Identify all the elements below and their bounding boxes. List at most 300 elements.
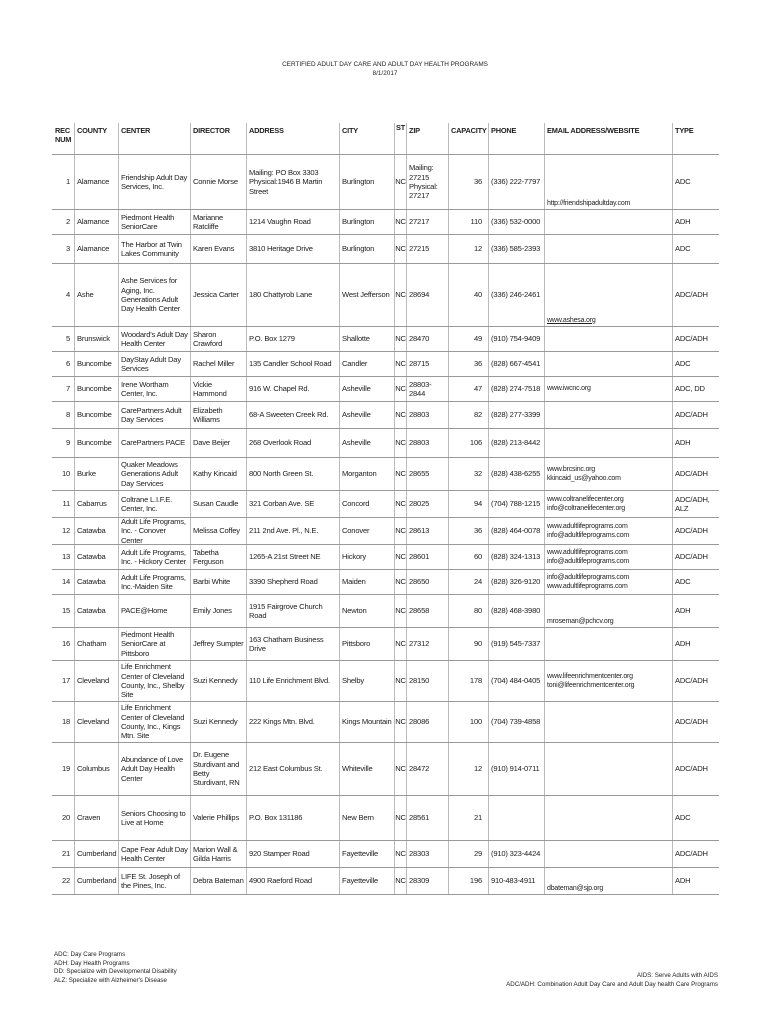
cell-director: [190, 210, 246, 234]
cell-director: [190, 155, 246, 209]
header-rec-num: REC NUM: [55, 126, 72, 145]
legend-item: ADC/ADH: Combination Adult Day Care and Adult Day health Care Programs: [506, 980, 718, 988]
cell-address: [246, 661, 339, 701]
cell-st: [394, 264, 406, 326]
cell-zip-text: 28613: [409, 526, 430, 536]
cell-type: [672, 491, 719, 517]
cell-type: [672, 402, 719, 428]
cell-director: [190, 868, 246, 894]
cell-center: [118, 491, 190, 517]
cell-rec: [52, 841, 74, 867]
cell-type-text: ADC: [675, 359, 691, 369]
cell-rec: [52, 595, 74, 627]
cell-county-text: Chatham: [77, 639, 107, 649]
cell-director-text: Barbi White: [193, 577, 231, 587]
cell-center: [118, 702, 190, 742]
cell-phone: [488, 595, 544, 627]
header-director: DIRECTOR: [190, 123, 246, 154]
cell-county-text: Buncombe: [77, 359, 112, 369]
cell-email: [544, 570, 672, 594]
cell-director: [190, 545, 246, 569]
cell-st-text: NC: [395, 717, 406, 727]
cell-city: [339, 743, 394, 795]
cell-capacity: [448, 743, 488, 795]
cell-address: [246, 743, 339, 795]
cell-st: [394, 796, 406, 840]
cell-city-text: Whiteville: [342, 764, 373, 774]
cell-zip-text: 28025: [409, 499, 430, 509]
cell-email: [544, 841, 672, 867]
cell-address: [246, 491, 339, 517]
cell-county-text: Burke: [77, 469, 96, 479]
cell-center-text: The Harbor at Twin Lakes Community: [121, 239, 182, 258]
cell-phone-text: (828) 213-8442: [491, 438, 541, 448]
cell-capacity: [448, 458, 488, 490]
cell-capacity: [448, 570, 488, 594]
cell-phone-text: (910) 323-4424: [491, 849, 541, 859]
cell-rec: [52, 327, 74, 351]
cell-city: [339, 841, 394, 867]
cell-type: [672, 327, 719, 351]
cell-rec: [52, 155, 74, 209]
cell-type-text: ADC/ADH: [675, 526, 708, 536]
cell-phone: [488, 868, 544, 894]
cell-center-text: Adult Life Programs, Inc.-Maiden Site: [121, 572, 186, 591]
cell-email: [544, 661, 672, 701]
cell-city: [339, 377, 394, 401]
cell-city: [339, 796, 394, 840]
cell-city-text: Asheville: [342, 410, 371, 420]
cell-rec: [52, 377, 74, 401]
cell-city-text: Shallotte: [342, 334, 370, 344]
cell-address-text: 1214 Vaughn Road: [249, 217, 311, 227]
cell-center: [118, 210, 190, 234]
cell-address-text: Mailing: PO Box 3303 Physical:1946 B Martin Street: [249, 168, 323, 196]
table-row: [52, 545, 719, 570]
cell-st-text: NC: [395, 606, 406, 616]
cell-director: [190, 458, 246, 490]
header-type: TYPE: [672, 123, 719, 154]
cell-phone: [488, 628, 544, 660]
cell-rec: [52, 545, 74, 569]
cell-county-text: Brunswick: [77, 334, 110, 344]
cell-phone-text: (336) 585-2393: [491, 244, 541, 254]
cell-st-text: NC: [395, 499, 406, 509]
cell-capacity-text: 47: [473, 384, 482, 394]
cell-email[interactable]: [544, 264, 672, 326]
cell-center-text: Irene Wortham Center, Inc.: [121, 379, 169, 398]
cell-email-text: www.lifeenrichmentcenter.org toni@lifeenrichmentcenter.org: [547, 672, 635, 689]
cell-st: [394, 402, 406, 428]
legend-item: DD: Specialize with Developmental Disability: [54, 968, 177, 976]
cell-zip-text: 28561: [409, 813, 430, 823]
cell-phone-text: (828) 464-0078: [491, 526, 541, 536]
cell-email: [544, 702, 672, 742]
cell-county: [74, 628, 118, 660]
cell-phone: [488, 458, 544, 490]
cell-phone: [488, 352, 544, 376]
cell-capacity-text: 82: [473, 410, 482, 420]
cell-rec: [52, 458, 74, 490]
cell-rec-text: 21: [61, 849, 70, 859]
cell-address: [246, 841, 339, 867]
table-header: [52, 123, 719, 155]
cell-phone-text: (704) 788-1215: [491, 499, 541, 509]
cell-director-text: Karen Evans: [193, 244, 235, 254]
document-title-block: [0, 60, 770, 78]
cell-capacity-text: 29: [473, 849, 482, 859]
cell-center: [118, 327, 190, 351]
cell-center: [118, 402, 190, 428]
cell-email: [544, 327, 672, 351]
cell-st: [394, 628, 406, 660]
cell-zip: [406, 210, 448, 234]
cell-city-text: Concord: [342, 499, 370, 509]
cell-rec-text: 12: [61, 526, 70, 536]
cell-center: [118, 661, 190, 701]
cell-city: [339, 210, 394, 234]
header-email: EMAIL ADDRESS/WEBSITE: [544, 123, 672, 154]
cell-city: [339, 595, 394, 627]
cell-type-text: ADC: [675, 813, 691, 823]
cell-capacity: [448, 429, 488, 457]
cell-center: [118, 570, 190, 594]
cell-capacity: [448, 377, 488, 401]
cell-zip: [406, 402, 448, 428]
cell-email: [544, 352, 672, 376]
cell-address: [246, 402, 339, 428]
cell-county: [74, 429, 118, 457]
cell-director-text: Marion Wall & Gilda Harris: [193, 844, 238, 863]
table-row: [52, 743, 719, 796]
cell-city-text: Hickory: [342, 552, 366, 562]
cell-rec-text: 15: [61, 606, 70, 616]
cell-capacity: [448, 661, 488, 701]
table-row: [52, 352, 719, 377]
cell-rec: [52, 570, 74, 594]
cell-address: [246, 628, 339, 660]
cell-zip: [406, 796, 448, 840]
cell-director: [190, 327, 246, 351]
cell-phone-text: (336) 222-7797: [491, 177, 541, 187]
cell-capacity: [448, 518, 488, 544]
cell-address-text: 916 W. Chapel Rd.: [249, 384, 310, 394]
cell-phone: [488, 743, 544, 795]
cell-type-text: ADC/ADH: [675, 849, 708, 859]
cell-center: [118, 264, 190, 326]
header-city: CITY: [339, 123, 394, 154]
cell-email-text: mroseman@pchcv.org: [547, 617, 614, 625]
cell-capacity: [448, 491, 488, 517]
cell-city-text: Morganton: [342, 469, 377, 479]
cell-email: [544, 235, 672, 263]
cell-county-text: Catawba: [77, 552, 106, 562]
cell-city: [339, 155, 394, 209]
cell-city-text: Burlington: [342, 244, 375, 254]
cell-address: [246, 518, 339, 544]
cell-zip: [406, 458, 448, 490]
cell-st: [394, 429, 406, 457]
cell-zip-text: Mailing: 27215 Physical: 27217: [409, 163, 438, 201]
cell-city: [339, 235, 394, 263]
cell-rec-text: 2: [65, 217, 70, 227]
cell-county-text: Buncombe: [77, 384, 112, 394]
cell-st: [394, 702, 406, 742]
cell-county: [74, 518, 118, 544]
cell-rec: [52, 796, 74, 840]
cell-center-text: CarePartners PACE: [121, 438, 185, 448]
cell-zip-text: 28655: [409, 469, 430, 479]
cell-city: [339, 458, 394, 490]
cell-phone-text: (828) 277-3399: [491, 410, 541, 420]
cell-phone: [488, 796, 544, 840]
cell-capacity-text: 36: [473, 359, 482, 369]
cell-center: [118, 868, 190, 894]
cell-type-text: ADC/ADH: [675, 764, 708, 774]
cell-center-text: Piedmont Health SeniorCare at Pittsboro: [121, 630, 175, 658]
cell-city: [339, 702, 394, 742]
cell-city-text: Fayetteville: [342, 876, 379, 886]
cell-director-text: Valerie Phillips: [193, 813, 240, 823]
cell-st-text: NC: [395, 438, 406, 448]
cell-type: [672, 155, 719, 209]
cell-center-text: Woodard's Adult Day Health Center: [121, 329, 188, 348]
cell-capacity-text: 196: [469, 876, 482, 886]
cell-address: [246, 352, 339, 376]
cell-capacity-text: 12: [473, 244, 482, 254]
cell-county: [74, 458, 118, 490]
cell-rec: [52, 402, 74, 428]
cell-email-text: http://friendshipadultday.com: [547, 199, 631, 207]
cell-zip-text: 28658: [409, 606, 430, 616]
cell-zip-text: 28803: [409, 410, 430, 420]
cell-center: [118, 429, 190, 457]
cell-address-text: 68-A Sweeten Creek Rd.: [249, 410, 329, 420]
cell-email-text: www.adultlifeprograms.com info@adultlifeprograms.com: [547, 548, 630, 565]
cell-phone: [488, 402, 544, 428]
cell-zip-text: 28303: [409, 849, 430, 859]
header-zip: ZIP: [406, 123, 448, 154]
cell-type-text: ADC: [675, 177, 691, 187]
cell-st-text: NC: [395, 334, 406, 344]
cell-address-text: 3390 Shepherd Road: [249, 577, 318, 587]
cell-rec: [52, 352, 74, 376]
cell-phone: [488, 264, 544, 326]
cell-address-text: 1915 Fairgrove Church Road: [249, 601, 323, 620]
cell-type-text: ADH: [675, 217, 691, 227]
cell-type: [672, 458, 719, 490]
cell-county-text: Alamance: [77, 217, 110, 227]
cell-county-text: Catawba: [77, 606, 106, 616]
cell-county-text: Cumberland: [77, 876, 117, 886]
cell-center: [118, 743, 190, 795]
cell-st: [394, 327, 406, 351]
cell-type: [672, 210, 719, 234]
cell-center-text: Cape Fear Adult Day Health Center: [121, 844, 188, 863]
cell-st-text: NC: [395, 676, 406, 686]
cell-county-text: Alamance: [77, 244, 110, 254]
cell-city-text: Burlington: [342, 177, 375, 187]
cell-phone: [488, 518, 544, 544]
cell-county: [74, 545, 118, 569]
table-row: [52, 491, 719, 518]
cell-email: [544, 545, 672, 569]
cell-phone-text: (336) 246-2461: [491, 290, 541, 300]
cell-capacity: [448, 327, 488, 351]
cell-type-text: ADH: [675, 876, 691, 886]
cell-capacity: [448, 155, 488, 209]
cell-st: [394, 491, 406, 517]
cell-phone: [488, 327, 544, 351]
cell-email: [544, 796, 672, 840]
cell-director-text: Kathy Kincaid: [193, 469, 237, 479]
cell-capacity-text: 80: [473, 606, 482, 616]
cell-email: [544, 210, 672, 234]
cell-rec-text: 18: [61, 717, 70, 727]
cell-county: [74, 402, 118, 428]
cell-capacity-text: 94: [473, 499, 482, 509]
cell-type-text: ADC: [675, 577, 691, 587]
cell-rec-text: 9: [65, 438, 70, 448]
cell-rec-text: 7: [65, 384, 70, 394]
cell-address: [246, 429, 339, 457]
cell-rec: [52, 868, 74, 894]
cell-city-text: Asheville: [342, 438, 371, 448]
cell-center: [118, 796, 190, 840]
cell-st: [394, 235, 406, 263]
cell-email-text[interactable]: www.ashesa.org: [547, 316, 596, 324]
cell-rec: [52, 702, 74, 742]
cell-phone-text: (828) 667-4541: [491, 359, 541, 369]
cell-address: [246, 458, 339, 490]
cell-phone-text: (828) 274-7518: [491, 384, 541, 394]
legend-item: ADH: Day Health Programs: [54, 959, 130, 967]
table-row: [52, 796, 719, 841]
cell-center-text: Life Enrichment Center of Cleveland County, Inc., Shelby Site: [121, 662, 185, 700]
cell-county: [74, 702, 118, 742]
cell-rec-text: 5: [65, 334, 70, 344]
cell-zip: [406, 264, 448, 326]
cell-email: [544, 595, 672, 627]
cell-st: [394, 661, 406, 701]
cell-zip: [406, 743, 448, 795]
cell-address-text: 211 2nd Ave. Pl., N.E.: [249, 526, 319, 536]
cell-address-text: 1265-A 21st Street NE: [249, 552, 321, 562]
cell-city-text: Asheville: [342, 384, 371, 394]
cell-address: [246, 868, 339, 894]
cell-city: [339, 518, 394, 544]
table-row: [52, 155, 719, 210]
cell-capacity: [448, 841, 488, 867]
cell-type: [672, 841, 719, 867]
cell-county: [74, 796, 118, 840]
cell-rec: [52, 235, 74, 263]
cell-phone-text: (828) 326-9120: [491, 577, 541, 587]
cell-zip-text: 28601: [409, 552, 430, 562]
cell-address: [246, 570, 339, 594]
cell-zip-text: 28150: [409, 676, 430, 686]
table-row: [52, 377, 719, 402]
cell-county-text: Cabarrus: [77, 499, 107, 509]
cell-capacity: [448, 702, 488, 742]
cell-type: [672, 352, 719, 376]
cell-address-text: 800 North Green St.: [249, 469, 314, 479]
cell-st-text: NC: [395, 290, 406, 300]
cell-rec-text: 11: [62, 499, 70, 509]
cell-capacity: [448, 628, 488, 660]
cell-center: [118, 545, 190, 569]
cell-city-text: Newton: [342, 606, 367, 616]
cell-st-text: NC: [395, 217, 406, 227]
cell-director-text: Sharon Crawford: [193, 329, 223, 348]
cell-city-text: Shelby: [342, 676, 365, 686]
cell-address: [246, 327, 339, 351]
cell-county-text: Alamance: [77, 177, 110, 187]
cell-director-text: Debra Bateman: [193, 876, 244, 886]
cell-capacity-text: 110: [470, 217, 482, 227]
cell-st: [394, 352, 406, 376]
cell-zip: [406, 595, 448, 627]
cell-city-text: Burlington: [342, 217, 375, 227]
cell-county: [74, 210, 118, 234]
cell-director: [190, 702, 246, 742]
cell-zip-text: 28694: [409, 290, 430, 300]
cell-center: [118, 352, 190, 376]
cell-email: [544, 868, 672, 894]
cell-city: [339, 545, 394, 569]
cell-email-text: www.iwcnc.org: [547, 385, 591, 393]
table-row: [52, 402, 719, 429]
cell-capacity-text: 12: [473, 764, 482, 774]
cell-email: [544, 377, 672, 401]
cell-st-text: NC: [395, 764, 406, 774]
cell-phone: [488, 155, 544, 209]
legend-item: ADC: Day Care Programs: [54, 951, 126, 958]
cell-director-text: Connie Morse: [193, 177, 238, 187]
table-row: [52, 264, 719, 327]
cell-director-text: Elizabeth Williams: [193, 405, 223, 424]
cell-zip: [406, 352, 448, 376]
cell-email-text: www.coltranelifecenter.org info@coltranelifecenter.org: [547, 495, 625, 512]
cell-director: [190, 402, 246, 428]
cell-phone: [488, 570, 544, 594]
cell-county: [74, 264, 118, 326]
cell-director-text: Susan Caudle: [193, 499, 239, 509]
cell-phone-text: (828) 438-6255: [491, 469, 541, 479]
cell-type-text: ADH: [675, 438, 691, 448]
cell-zip: [406, 628, 448, 660]
cell-center-text: Coltrane L.I.F.E. Center, Inc.: [121, 494, 173, 513]
cell-center-text: Life Enrichment Center of Cleveland County, Inc., Kings Mtn. Site: [121, 703, 185, 741]
cell-center-text: Friendship Adult Day Services, Inc.: [121, 172, 188, 191]
cell-st-text: NC: [395, 177, 406, 187]
cell-type: [672, 595, 719, 627]
cell-county-text: Buncombe: [77, 410, 112, 420]
cell-city-text: Pittsboro: [342, 639, 371, 649]
cell-st-text: NC: [395, 526, 406, 536]
cell-st: [394, 545, 406, 569]
cell-email-text: www.adultlifeprograms.com info@adultlifeprograms.com: [547, 522, 630, 539]
cell-city: [339, 868, 394, 894]
cell-phone: [488, 545, 544, 569]
header-phone: PHONE: [488, 123, 544, 154]
cell-rec: [52, 661, 74, 701]
cell-director-text: Melissa Coffey: [193, 526, 240, 536]
cell-center: [118, 841, 190, 867]
cell-director-text: Rachel Miller: [193, 359, 235, 369]
cell-email-text: www.brcsinc.org kkincaid_us@yahoo.com: [547, 465, 621, 482]
cell-address: [246, 210, 339, 234]
